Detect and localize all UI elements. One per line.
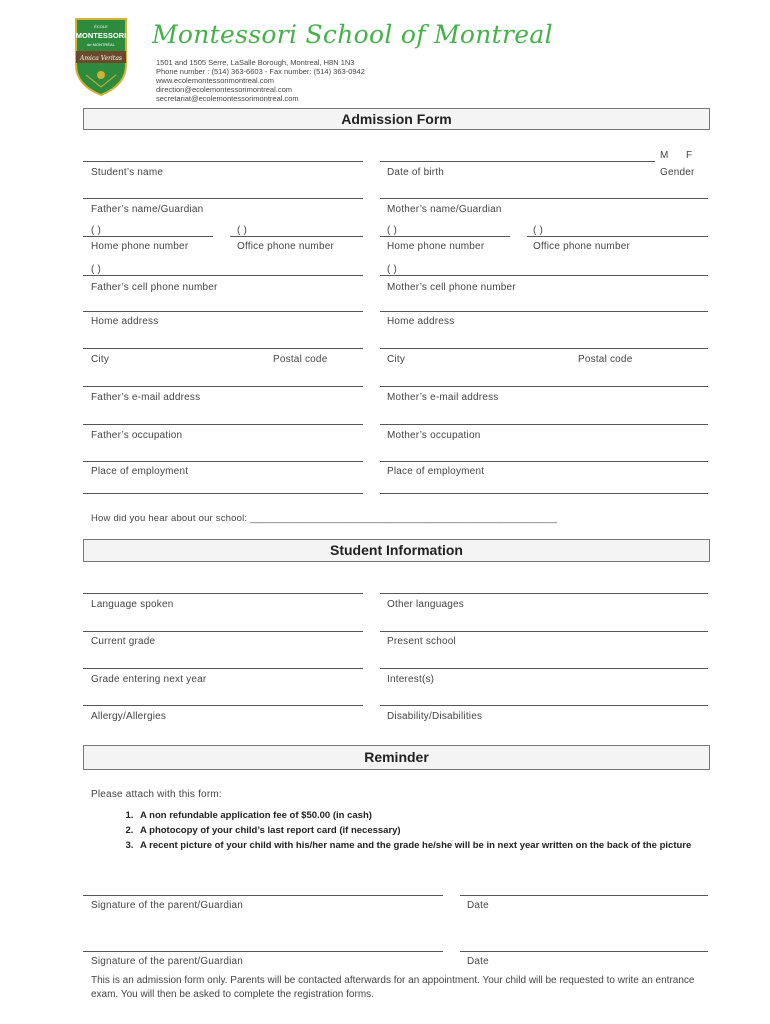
father-employment-field[interactable] <box>83 493 363 494</box>
direction-email-link[interactable]: direction@ecolemontessorimontreal.com <box>156 85 293 94</box>
mother-employment-label: Place of employment <box>387 466 485 477</box>
language-spoken-label: Language spoken <box>91 599 174 610</box>
father-office-area-code: ( ) <box>237 225 248 236</box>
date-of-birth-field[interactable] <box>380 161 655 162</box>
reminder-item: 2. A photocopy of your child’s last report card (if necessary) <box>136 823 696 838</box>
mother-cell-area-code: ( ) <box>387 264 398 275</box>
mother-home-area-code: ( ) <box>387 225 398 236</box>
logo-motto-text: Amica Veritas <box>80 55 122 62</box>
father-employment-label: Place of employment <box>91 466 189 477</box>
logo-brand-text: MONTESSORI <box>75 31 127 40</box>
date-field-1[interactable] <box>460 895 708 896</box>
other-languages-field[interactable] <box>380 593 708 594</box>
school-name: Montessori School of Montreal <box>152 20 553 49</box>
signature-field-2[interactable] <box>83 951 443 952</box>
disabilities-field[interactable] <box>380 705 708 706</box>
father-occupation-label: Father’s occupation <box>91 430 183 441</box>
mother-occupation-label: Mother’s occupation <box>387 430 481 441</box>
mother-email-field[interactable] <box>380 424 708 425</box>
father-email-label: Father’s e-mail address <box>91 392 201 403</box>
allergies-label: Allergy/Allergies <box>91 711 167 722</box>
student-name-field[interactable] <box>83 161 363 162</box>
father-city-field[interactable] <box>83 386 363 387</box>
date-of-birth-label: Date of birth <box>387 167 445 178</box>
logo-sub-text: de MONTRÉAL <box>87 42 115 47</box>
mother-cell-label: Mother’s cell phone number <box>387 282 516 293</box>
father-office-phone-label: Office phone number <box>237 241 335 252</box>
father-cell-field[interactable] <box>83 275 363 276</box>
reminder-intro: Please attach with this form: <box>91 789 222 800</box>
school-logo-icon <box>72 17 130 97</box>
father-name-field[interactable] <box>83 198 363 199</box>
reminder-title: Reminder <box>83 745 710 770</box>
disabilities-label: Disability/Disabilities <box>387 711 483 722</box>
interests-field[interactable] <box>380 668 708 669</box>
secretariat-email-link[interactable]: secretariat@ecolemontessorimontreal.com <box>156 94 299 103</box>
father-office-phone-field[interactable] <box>230 236 363 237</box>
father-cell-label: Father’s cell phone number <box>91 282 218 293</box>
reminder-list <box>112 808 696 853</box>
mother-address-top-line <box>380 311 708 312</box>
gender-f-option[interactable]: F <box>686 150 693 161</box>
father-home-area-code: ( ) <box>91 225 102 236</box>
mother-employment-field[interactable] <box>380 493 708 494</box>
mother-name-label: Mother’s name/Guardian <box>387 204 502 215</box>
student-name-label: Student’s name <box>91 167 164 178</box>
mother-occupation-field[interactable] <box>380 461 708 462</box>
gender-label: Gender <box>660 167 695 178</box>
grade-next-year-field[interactable] <box>83 668 363 669</box>
date-label-2: Date <box>467 956 489 967</box>
admission-form-title: Admission Form <box>83 108 710 130</box>
mother-office-area-code: ( ) <box>533 225 544 236</box>
mother-home-phone-label: Home phone number <box>387 241 485 252</box>
mother-office-phone-label: Office phone number <box>533 241 631 252</box>
logo-top-text: ÉCOLE <box>94 24 108 29</box>
allergies-field[interactable] <box>83 705 363 706</box>
language-spoken-field[interactable] <box>83 593 363 594</box>
mother-address-label: Home address <box>387 316 455 327</box>
address-line: 1501 and 1505 Serre, LaSalle Borough, Montreal, H8N 1N3 <box>156 58 355 67</box>
mother-city-label: City <box>387 354 406 365</box>
student-information-title: Student Information <box>83 539 710 562</box>
signature-label-1: Signature of the parent/Guardian <box>91 900 244 911</box>
mother-home-phone-field[interactable] <box>380 236 510 237</box>
signature-label-2: Signature of the parent/Guardian <box>91 956 244 967</box>
reminder-item: 1. A non refundable application fee of $50.00 (in cash) <box>136 808 696 823</box>
mother-postal-code-label: Postal code <box>578 354 633 365</box>
father-city-label: City <box>91 354 110 365</box>
father-cell-area-code: ( ) <box>91 264 102 275</box>
father-home-phone-field[interactable] <box>83 236 213 237</box>
father-name-label: Father’s name/Guardian <box>91 204 204 215</box>
signature-field-1[interactable] <box>83 895 443 896</box>
reminder-item: 3. A recent picture of your child with his/her name and the grade he/she will be in next year written on the back of the picture <box>136 838 696 853</box>
father-address-field[interactable] <box>83 348 363 349</box>
date-field-2[interactable] <box>460 951 708 952</box>
present-school-field[interactable] <box>380 631 708 632</box>
current-grade-field[interactable] <box>83 631 363 632</box>
mother-name-field[interactable] <box>380 198 708 199</box>
mother-address-field[interactable] <box>380 348 708 349</box>
gender-m-option[interactable]: M <box>660 150 669 161</box>
father-email-field[interactable] <box>83 424 363 425</box>
father-address-label: Home address <box>91 316 159 327</box>
mother-office-phone-field[interactable] <box>527 236 708 237</box>
interests-label: Interest(s) <box>387 674 435 685</box>
mother-email-label: Mother’s e-mail address <box>387 392 499 403</box>
present-school-label: Present school <box>387 636 456 647</box>
phone-line: Phone number : (514) 363-6603 - Fax number: (514) 363-0942 <box>156 67 365 76</box>
current-grade-label: Current grade <box>91 636 156 647</box>
father-address-top-line <box>83 311 363 312</box>
grade-next-year-label: Grade entering next year <box>91 674 207 685</box>
father-occupation-field[interactable] <box>83 461 363 462</box>
date-label-1: Date <box>467 900 489 911</box>
other-languages-label: Other languages <box>387 599 464 610</box>
website-link[interactable]: www.ecolemontessorimontreal.com <box>156 76 274 85</box>
mother-cell-field[interactable] <box>380 275 708 276</box>
father-home-phone-label: Home phone number <box>91 241 189 252</box>
footer-note: This is an admission form only. Parents will be contacted afterwards for an appointment. Your child will be requested to write an entrance exam. You will then be asked to complete the registration forms. <box>91 975 695 1000</box>
how-heard-field[interactable]: How did you hear about our school: ________________________________________________________ <box>91 513 558 524</box>
mother-city-field[interactable] <box>380 386 708 387</box>
father-postal-code-label: Postal code <box>273 354 328 365</box>
